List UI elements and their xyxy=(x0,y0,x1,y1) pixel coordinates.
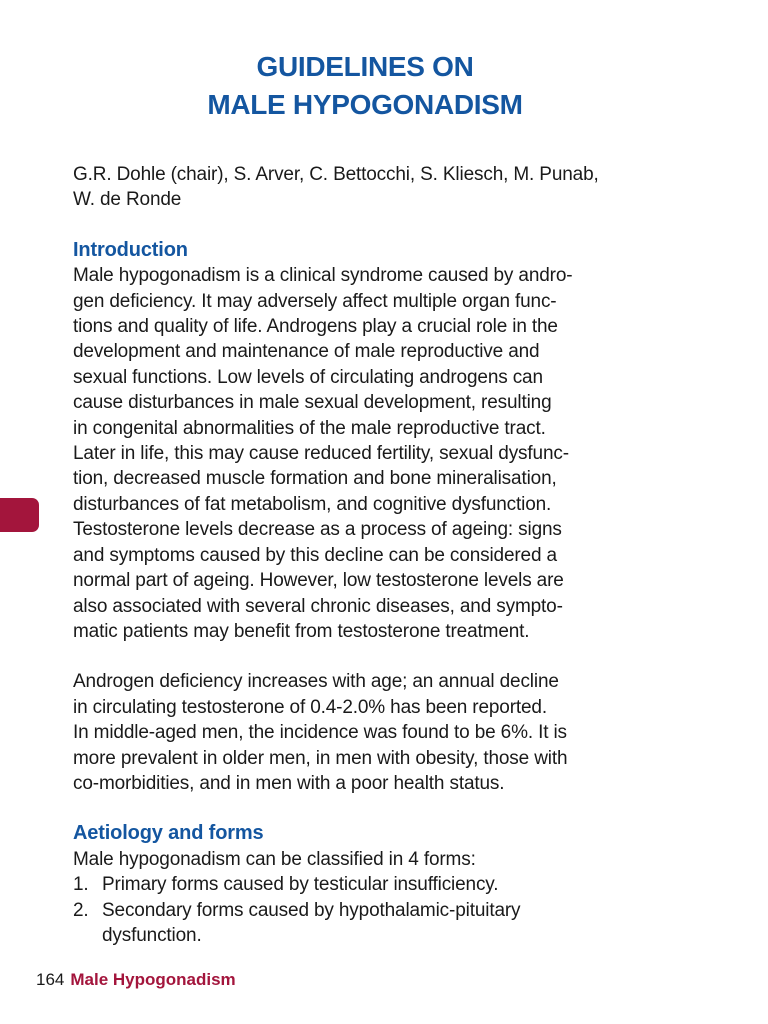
authors-line-2: W. de Ronde xyxy=(73,189,182,211)
paragraph-line: In middle-aged men, the incidence was found to be 6%. It is xyxy=(73,722,567,744)
paragraph-line: Testosterone levels decrease as a process of ageing: signs xyxy=(73,519,562,541)
paragraph-line: also associated with several chronic diseases, and sympto- xyxy=(73,595,563,617)
paragraph-line: in circulating testosterone of 0.4-2.0% has been reported. xyxy=(73,696,547,718)
list-text: Primary forms caused by testicular insufficiency. xyxy=(102,874,499,896)
paragraph-line: matic patients may benefit from testosterone treatment. xyxy=(73,620,530,642)
page-number: 164 xyxy=(36,970,65,989)
list-number: 1. xyxy=(73,874,89,896)
paragraph-line: cause disturbances in male sexual development, resulting xyxy=(73,392,552,414)
paragraph-line: Male hypogonadism is a clinical syndrome caused by andro- xyxy=(73,265,573,287)
section-heading-aetiology: Aetiology and forms xyxy=(73,822,264,845)
paragraph-line: Androgen deficiency increases with age; an annual decline xyxy=(73,671,559,693)
title-line-1: GUIDELINES ON xyxy=(256,51,474,82)
list-item xyxy=(73,872,653,897)
paragraph-line: normal part of ageing. However, low testosterone levels are xyxy=(73,570,564,592)
aetiology-intro: Male hypogonadism can be classified in 4 forms: xyxy=(73,848,476,870)
paragraph-line: and symptoms caused by this decline can be considered a xyxy=(73,544,557,566)
paragraph-line: in congenital abnormalities of the male reproductive tract. xyxy=(73,417,546,439)
introduction-paragraph-1 xyxy=(73,263,653,644)
list-text-continuation: dysfunction. xyxy=(102,924,202,946)
page-footer xyxy=(36,969,236,991)
section-heading-introduction: Introduction xyxy=(73,238,188,261)
title-line-2: MALE HYPOGONADISM xyxy=(207,89,523,120)
authors-line-1: G.R. Dohle (chair), S. Arver, C. Bettocchi, S. Kliesch, M. Punab, xyxy=(73,164,599,185)
forms-list xyxy=(73,872,653,948)
paragraph-line: disturbances of fat metabolism, and cognitive dysfunction. xyxy=(73,493,552,515)
paragraph-line: development and maintenance of male reproductive and xyxy=(73,341,540,363)
paragraph-line: tions and quality of life. Androgens play a crucial role in the xyxy=(73,316,558,338)
paragraph-spacer xyxy=(73,644,653,669)
main-content xyxy=(73,162,653,948)
paragraph-line: gen deficiency. It may adversely affect multiple organ func- xyxy=(73,290,557,312)
paragraph-line: Later in life, this may cause reduced fertility, sexual dysfunc- xyxy=(73,443,569,465)
paragraph-line: tion, decreased muscle formation and bone mineralisation, xyxy=(73,468,557,490)
authors xyxy=(73,162,653,213)
paragraph-line: co-morbidities, and in men with a poor health status. xyxy=(73,772,505,794)
running-title: Male Hypogonadism xyxy=(70,970,236,989)
list-text: Secondary forms caused by hypothalamic-pituitary xyxy=(102,899,521,921)
paragraph-line: sexual functions. Low levels of circulating androgens can xyxy=(73,366,543,388)
list-number: 2. xyxy=(73,899,89,921)
chapter-tab-marker xyxy=(0,498,39,532)
paragraph-line: more prevalent in older men, in men with obesity, those with xyxy=(73,747,568,769)
list-item xyxy=(73,898,653,923)
introduction-paragraph-2 xyxy=(73,669,653,796)
document-title xyxy=(0,48,730,124)
